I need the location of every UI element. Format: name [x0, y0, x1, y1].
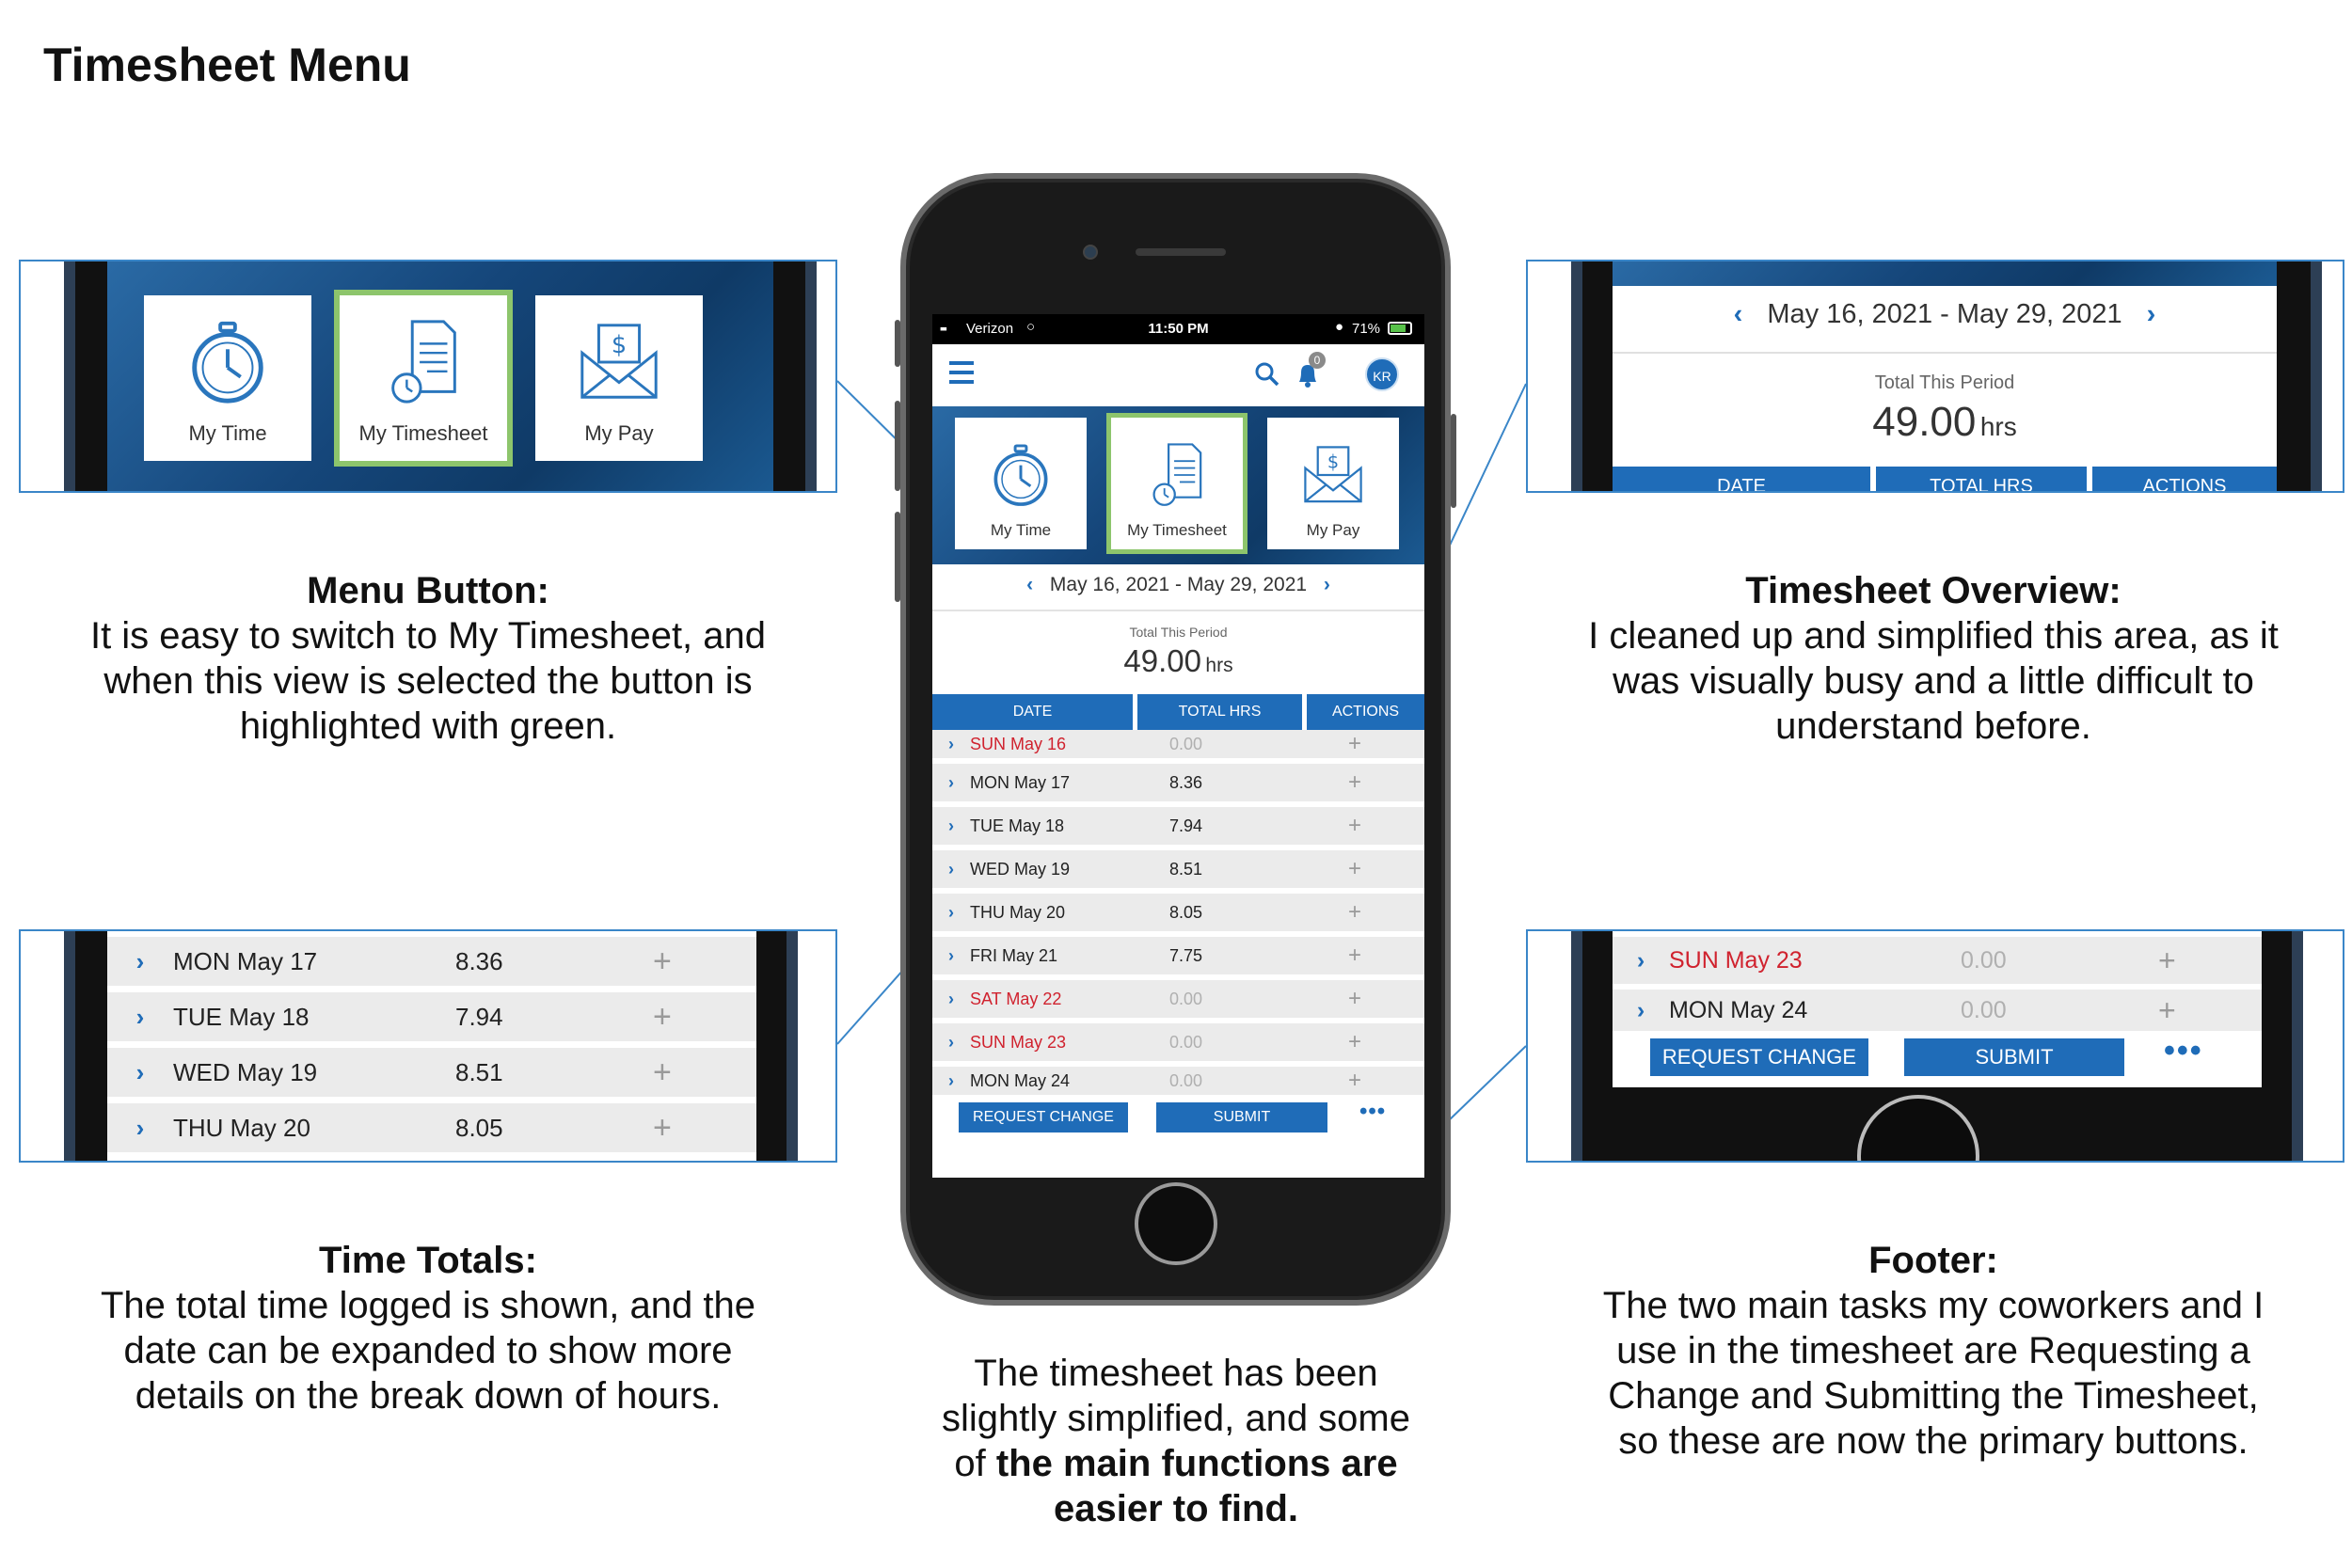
- add-plus-icon[interactable]: +: [1348, 986, 1362, 1011]
- callout-footer: [1526, 929, 2344, 1163]
- period-selector: [932, 574, 1424, 596]
- callout-tile-my-time: [144, 295, 311, 461]
- table-row[interactable]: › WED May 19 8.51 +: [107, 1048, 756, 1097]
- more-options-icon[interactable]: •••: [1359, 1099, 1387, 1124]
- total-period-value: 49.00: [1872, 399, 1977, 445]
- caption-time-totals: Time Totals: The total time logged is shown, and the date can be expanded to show more details on the break down of hours.: [101, 1240, 755, 1417]
- add-plus-icon[interactable]: +: [1348, 856, 1362, 881]
- stopwatch-icon: [182, 316, 274, 408]
- expand-chevron-icon[interactable]: ›: [1636, 996, 1645, 1023]
- table-row[interactable]: › MON May 17 8.36 +: [932, 764, 1424, 801]
- add-plus-icon[interactable]: +: [1348, 813, 1362, 838]
- callout-tile-label: My Pay: [584, 421, 654, 445]
- table-row[interactable]: › SUN May 23 0.00 +: [932, 1023, 1424, 1061]
- expand-chevron-icon[interactable]: ›: [948, 772, 954, 792]
- table-header: [932, 694, 1424, 730]
- tile-my-pay[interactable]: [1267, 418, 1399, 549]
- search-icon[interactable]: [1254, 361, 1280, 388]
- request-change-button[interactable]: REQUEST CHANGE: [959, 1102, 1128, 1132]
- period-range: May 16, 2021 - May 29, 2021: [1049, 574, 1308, 595]
- expand-chevron-icon[interactable]: ›: [135, 1002, 145, 1031]
- tile-my-time[interactable]: [955, 418, 1087, 549]
- callout-tile-my-timesheet: [340, 295, 507, 461]
- submit-button[interactable]: SUBMIT: [1156, 1102, 1327, 1132]
- add-plus-icon[interactable]: +: [653, 942, 672, 979]
- alarm-icon: ●: [1335, 319, 1344, 335]
- column-header-actions: ACTIONS: [2142, 476, 2227, 493]
- table-row[interactable]: › MON May 24 0.00 +: [1613, 990, 2262, 1031]
- period-prev-chevron-icon[interactable]: ‹: [1733, 299, 1743, 329]
- carrier-label: Verizon: [966, 321, 1014, 337]
- table-row[interactable]: › SAT May 22 0.00 +: [932, 980, 1424, 1018]
- tile-my-timesheet[interactable]: [1111, 418, 1243, 549]
- table-row[interactable]: › TUE May 18 7.94 +: [932, 807, 1424, 845]
- table-row[interactable]: › SUN May 23 0.00 +: [1613, 937, 2262, 984]
- callout-tile-my-pay: [535, 295, 703, 461]
- expand-chevron-icon[interactable]: ›: [135, 1113, 145, 1142]
- add-plus-icon[interactable]: +: [1348, 899, 1362, 925]
- svg-text:$: $: [1327, 451, 1340, 473]
- column-header-actions: ACTIONS: [1331, 704, 1400, 720]
- phone-screen: [932, 314, 1424, 1178]
- add-plus-icon[interactable]: +: [653, 1053, 672, 1090]
- notification-badge: 0: [1309, 352, 1326, 369]
- table-row[interactable]: › MON May 17 8.36 +: [107, 937, 756, 986]
- expand-chevron-icon[interactable]: ›: [135, 1057, 145, 1086]
- hamburger-menu-icon[interactable]: [949, 361, 974, 384]
- avatar[interactable]: KR: [1365, 357, 1399, 391]
- total-period-label: Total This Period: [1874, 372, 2015, 393]
- signal-icon: ▪▪: [940, 321, 946, 336]
- column-header-date: DATE: [932, 694, 1137, 730]
- expand-chevron-icon[interactable]: ›: [948, 1032, 954, 1052]
- add-plus-icon[interactable]: +: [1348, 1029, 1362, 1054]
- app-header: [932, 344, 1424, 406]
- table-row[interactable]: › MON May 24 0.00 +: [932, 1067, 1424, 1095]
- phone-home-button: [1135, 1182, 1217, 1265]
- caption-center: The timesheet has been slightly simplified, and some of the main functions are easier to find.: [942, 1353, 1410, 1529]
- caption-overview: Timesheet Overview: I cleaned up and simplified this area, as it was visually busy and a little difficult to understand before.: [1588, 570, 2279, 747]
- expand-chevron-icon[interactable]: ›: [948, 989, 954, 1008]
- more-options-icon[interactable]: •••: [2164, 1033, 2203, 1069]
- period-range: May 16, 2021 - May 29, 2021: [1767, 299, 2122, 329]
- table-row[interactable]: › SUN May 16 0.00 +: [932, 730, 1424, 758]
- table-row[interactable]: › WED May 19 8.51 +: [932, 850, 1424, 888]
- timesheet-document-icon: [1142, 440, 1212, 510]
- caption-footer: Footer: The two main tasks my coworkers and I use in the timesheet are Requesting a Change and Submitting the Timesheet, so these are now the primary buttons.: [1602, 1240, 2265, 1462]
- timesheet-document-icon: [377, 316, 469, 408]
- expand-chevron-icon[interactable]: ›: [948, 816, 954, 835]
- tile-label: My Pay: [1306, 521, 1360, 539]
- submit-button[interactable]: SUBMIT: [1904, 1038, 2124, 1076]
- total-period-unit: hrs: [1205, 655, 1233, 676]
- home-button: [1857, 1095, 1979, 1163]
- column-header-total-hrs: TOTAL HRS: [1876, 467, 2092, 493]
- request-change-button[interactable]: REQUEST CHANGE: [1650, 1038, 1868, 1076]
- clock-label: 11:50 PM: [1148, 321, 1209, 337]
- phone-mockup: [900, 173, 1451, 1306]
- front-camera: [1083, 245, 1098, 260]
- callout-menu-button: [19, 260, 837, 493]
- battery-icon: [1388, 322, 1412, 335]
- period-next-chevron-icon[interactable]: ›: [2146, 299, 2156, 329]
- expand-chevron-icon[interactable]: ›: [948, 1070, 954, 1090]
- add-plus-icon[interactable]: +: [2158, 992, 2176, 1027]
- tile-label: My Timesheet: [1127, 521, 1227, 539]
- expand-chevron-icon[interactable]: ›: [948, 945, 954, 965]
- table-row[interactable]: › THU May 20 8.05 +: [107, 1103, 756, 1152]
- pay-envelope-icon: [573, 316, 665, 408]
- pay-envelope-icon: [1298, 440, 1368, 510]
- total-period-unit: hrs: [1979, 412, 2017, 441]
- period-next-chevron-icon[interactable]: ›: [1323, 574, 1330, 595]
- add-plus-icon[interactable]: +: [1348, 731, 1362, 756]
- add-plus-icon[interactable]: +: [1348, 769, 1362, 795]
- earpiece-speaker: [1136, 248, 1226, 256]
- battery-label: 71%: [1352, 321, 1381, 337]
- status-bar: [932, 314, 1424, 344]
- expand-chevron-icon[interactable]: ›: [1636, 946, 1645, 974]
- column-header-date: DATE: [1613, 467, 1876, 493]
- callout-tile-label: My Time: [188, 421, 267, 445]
- stopwatch-icon: [986, 440, 1056, 510]
- page-title: Timesheet Menu: [43, 39, 411, 91]
- tile-label: My Time: [990, 521, 1052, 539]
- add-plus-icon[interactable]: +: [1348, 1068, 1362, 1093]
- expand-chevron-icon[interactable]: ›: [948, 902, 954, 922]
- table-row[interactable]: › TUE May 18 7.94 +: [107, 992, 756, 1041]
- wifi-icon: ○: [1026, 319, 1036, 335]
- caption-menu-button: Menu Button: It is easy to switch to My Timesheet, and when this view is selected the button is highlighted with green.: [89, 570, 767, 747]
- callout-time-totals: [19, 929, 837, 1163]
- add-plus-icon[interactable]: +: [1348, 942, 1362, 968]
- svg-text:$: $: [611, 331, 628, 360]
- period-prev-chevron-icon[interactable]: ‹: [1026, 574, 1034, 595]
- expand-chevron-icon[interactable]: ›: [135, 946, 145, 975]
- expand-chevron-icon[interactable]: ›: [948, 859, 954, 879]
- total-period-value: 49.00: [1123, 643, 1201, 678]
- add-plus-icon[interactable]: +: [653, 1109, 672, 1146]
- column-header-total-hrs: TOTAL HRS: [1137, 694, 1307, 730]
- table-row[interactable]: › FRI May 21 7.75 +: [932, 937, 1424, 974]
- table-row[interactable]: › THU May 20 8.05 +: [932, 894, 1424, 931]
- total-period-label: Total This Period: [1129, 625, 1228, 640]
- callout-timesheet-overview: [1526, 260, 2344, 493]
- callout-tile-label: My Timesheet: [358, 421, 488, 445]
- expand-chevron-icon[interactable]: ›: [948, 734, 954, 753]
- add-plus-icon[interactable]: +: [653, 998, 672, 1035]
- add-plus-icon[interactable]: +: [2158, 942, 2176, 977]
